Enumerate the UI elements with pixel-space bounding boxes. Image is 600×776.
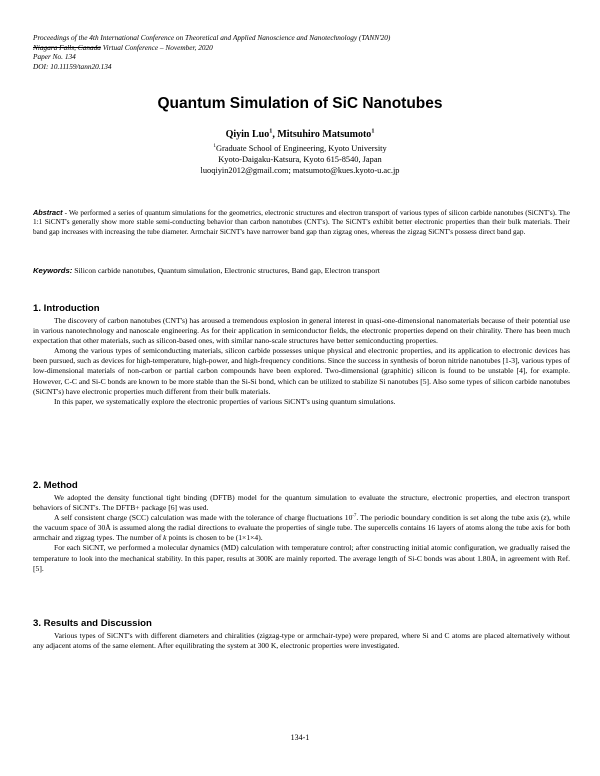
- header-line-paper-no: Paper No. 134: [33, 52, 76, 62]
- results-paragraph-1: Various types of SiCNT's with different diameters and chiralities (zigzag-type or armchair-type) were prepared, where Si and C atoms are placed alternatively without any adjacent atoms of the same element. After equilibrating the system at 300 K, electronic properties were investigated.: [33, 631, 570, 651]
- method-p2-exponent: -7: [352, 513, 357, 519]
- header-line-proceedings: Proceedings of the 4th International Conference on Theoretical and Applied Nanoscience and Nanotechnology (TANN'20): [33, 33, 391, 42]
- method-p2-part-c: ), while the vacuum space of 30Å is assumed along the radial directions to evaluate the properties of single tube. The supercells contains 16 layers of atoms along the tube axis for both armchair and zigzag types. The number of: [33, 513, 570, 543]
- author-list: [0, 129, 600, 140]
- section-heading-method: 2. Method: [33, 480, 78, 491]
- affiliation-line-2: Kyoto-Daigaku-Katsura, Kyoto 615-8540, Japan: [218, 155, 382, 165]
- header-line-venue: [33, 43, 573, 53]
- keywords-text: Silicon carbide nanotubes, Quantum simulation, Electronic structures, Band gap, Electron transport: [72, 266, 380, 275]
- section-body-introduction: [33, 316, 570, 407]
- affiliation-school: Graduate School of Engineering, Kyoto University: [215, 144, 387, 153]
- keywords: [33, 266, 570, 276]
- method-paragraph-1: We adopted the density functional tight binding (DFTB) model for the quantum simulation to evaluate the structure, electronic properties, and electron transport behaviors of SiCNT's. The DFTB+ package [6] was used.: [33, 493, 570, 513]
- affiliation-block: [0, 143, 600, 177]
- header-line-doi: DOI: 10.11159/tann20.134: [33, 61, 112, 71]
- keywords-label: Keywords:: [33, 266, 73, 275]
- section-heading-introduction: 1. Introduction: [33, 303, 100, 314]
- intro-paragraph-3: In this paper, we systematically explore the electronic properties of various SiCNT's using quantum simulations.: [54, 396, 396, 406]
- author-separator: ,: [272, 129, 278, 140]
- conference-header: [33, 33, 573, 71]
- author-2: Mitsuhiro Matsumoto: [277, 129, 372, 140]
- header-venue-virtual: Virtual Conference – November, 2020: [100, 42, 213, 52]
- author-2-affil-mark: 1: [371, 127, 375, 135]
- intro-paragraph-2: Among the various types of semiconducting materials, silicon carbide possesses unique physical and electronic properties, and its application to electronic devices has been pursued, such as devices for high-temperature, high-power, and high-frequency conditions. Since the success in synthesis of boron nitride nanotubes [1-3], various types of low-dimensional materials of non-carbon or partial carbon compounds have been explored. Two-dimensional (graphitic) silicon is found to be unstable [4], for example. However, C-C and Si-C bonds are known to be more stable than the Si-Si bond, which can be utilized to stabilize Si nanotubes [5]. Also some types of silicon carbide nanotubes (SiCNT's) have electronic properties much different from their bulk materials.: [33, 346, 570, 396]
- page-number: 134-1: [290, 733, 310, 742]
- method-p2-part-d: points is chosen to be (1×1×4).: [166, 533, 263, 543]
- section-heading-results: 3. Results and Discussion: [33, 618, 152, 629]
- method-p2-z: z: [543, 513, 547, 523]
- method-p2-k: k: [163, 533, 167, 543]
- paper-title: Quantum Simulation of SiC Nanotubes: [157, 95, 443, 112]
- abstract-text: - We performed a series of quantum simulations for the geometrics, electronic structures and electron transport of various types of silicon carbide nanotubes (SiCNT's). The 1:1 SiCNT's generally show more stable semi-conducting behavior than carbon nanotubes (CNT's). The SiCNT's exhibit better electronic properties than their bulk materials. Their band gap increases with increasing the tube diameter. Armchair SiCNT's have narrower band gap than zigzag ones, whereas the zigzag SiCNT's possess direct band gap.: [33, 208, 570, 236]
- intro-paragraph-1: The discovery of carbon nanotubes (CNT's) has aroused a tremendous explosion in general interest in quasi-one-dimensional nanomaterials because of their potential use in various nanotechnology and nanoscale engineering. As for their application in semiconductor fields, the electronic properties depend on their chirality. There has been much expectation that other materials, such as silicon-based ones, with similar nano-scale structures have better semiconducting properties.: [33, 316, 570, 346]
- affiliation-line-1: [0, 143, 600, 154]
- section-body-method: [33, 493, 570, 574]
- author-1: Qiyin Luo: [225, 129, 270, 140]
- section-body-results: [33, 631, 570, 651]
- affiliation-emails: luoqiyin2012@gmail.com; matsumoto@kues.kyoto-u.ac.jp: [200, 166, 400, 176]
- affiliation-mark: 1: [213, 143, 216, 150]
- abstract-label: Abstract: [33, 208, 63, 217]
- author-1-affil-mark: 1: [269, 127, 273, 135]
- method-p2-part-a: A self consistent charge (SCC) calculation was made with the tolerance of charge fluctuations 10: [54, 513, 353, 523]
- abstract: [33, 208, 570, 236]
- method-paragraph-2: [33, 513, 570, 543]
- header-venue-struck: Niagara Falls, Canada: [33, 42, 101, 52]
- method-p2-part-b: . The periodic boundary condition is set along the tube axis (: [356, 513, 544, 523]
- method-paragraph-3: For each SiCNT, we performed a molecular dynamics (MD) calculation with temperature control; after constructing initial atomic configuration, we gradually raised the temperature to look into the mechanical stability. In this paper, results at 300K are mainly reported. The average length of Si-C bonds was about 1.80Å, in agreement with Ref. [5].: [33, 543, 570, 573]
